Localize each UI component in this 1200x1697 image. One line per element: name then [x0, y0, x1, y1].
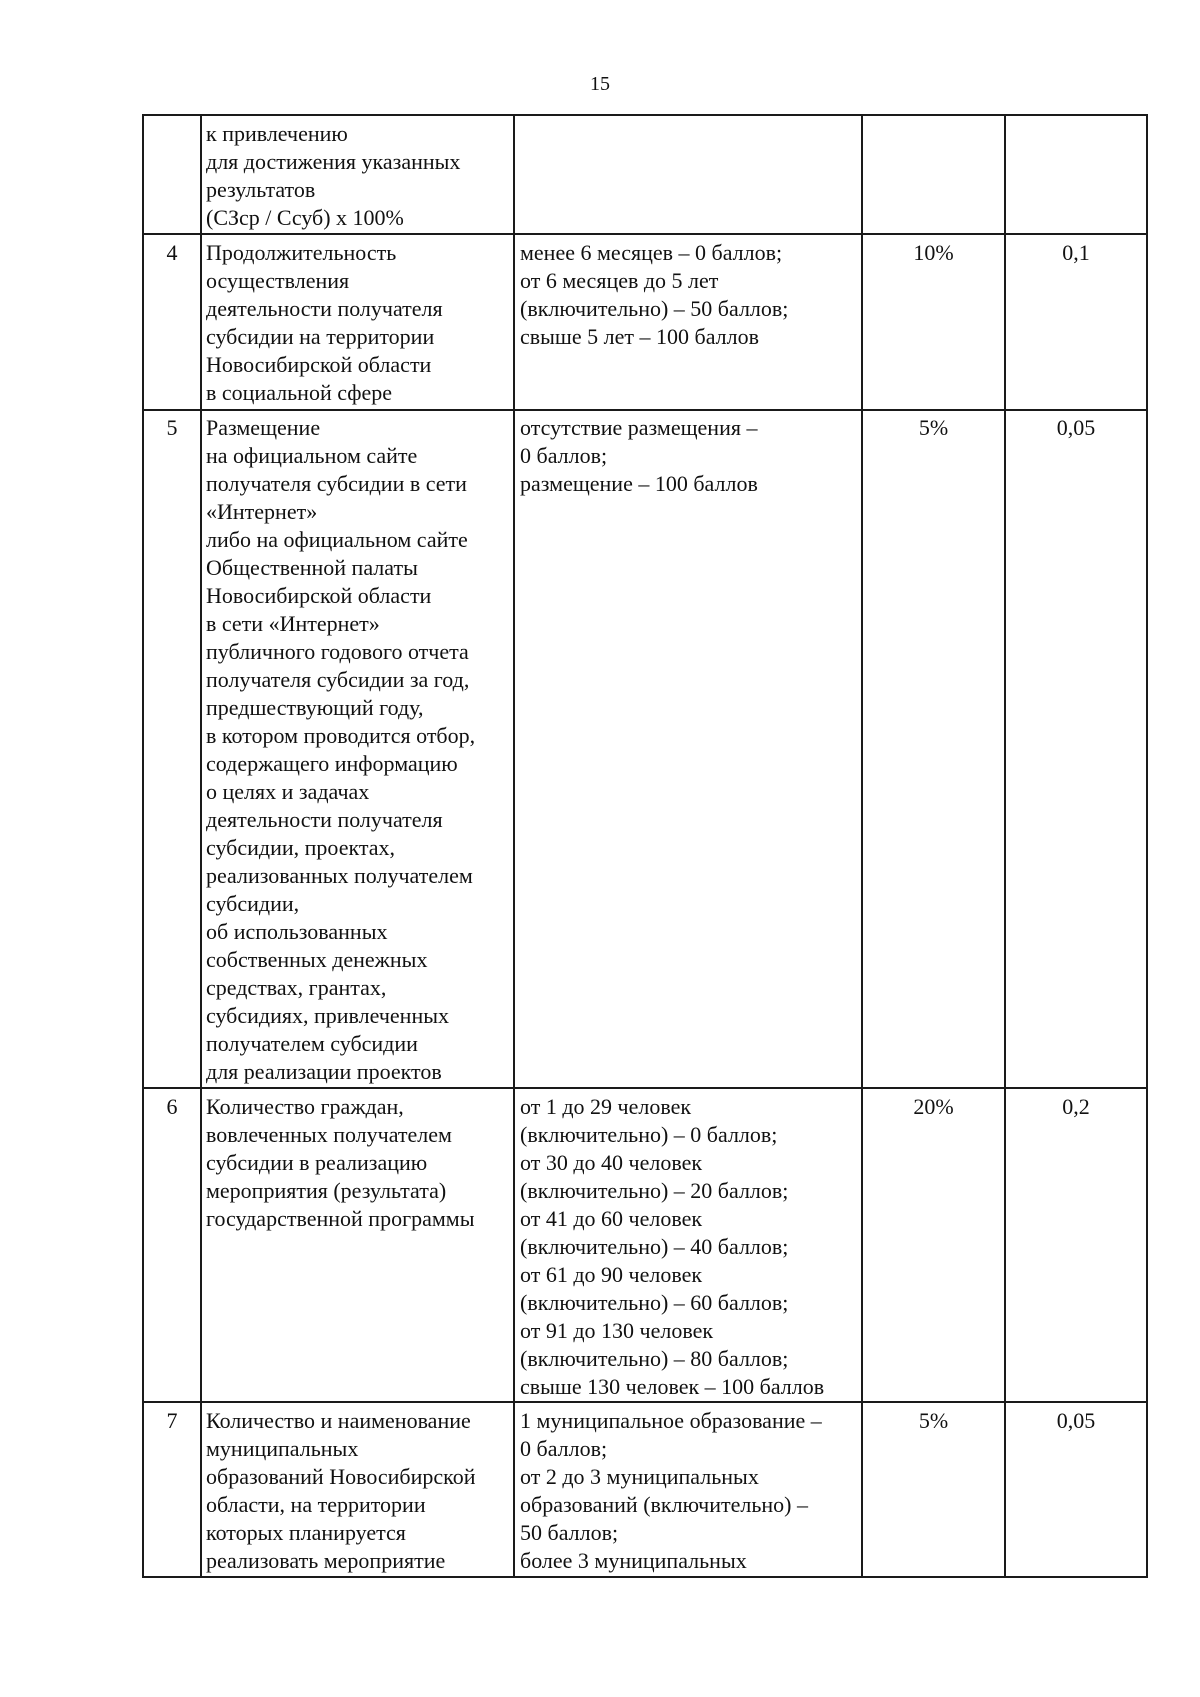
table-cell-row-6-number: 6 [166, 1094, 178, 1119]
table-cell-row-5-scale: отсутствие размещения – 0 баллов; размещение – 100 баллов [520, 415, 758, 496]
table-cell-row-5-number: 5 [166, 415, 178, 440]
table-cell-row-4-coefficient: 0,1 [1062, 240, 1090, 265]
table-cell-row-4-number: 4 [166, 240, 178, 265]
table-cell-criterion-continuation: к привлечению для достижения указанных результатов (СЗср / Ссуб) х 100% [206, 121, 461, 230]
table-rule-left [142, 114, 144, 1578]
table-cell-row-4-scale: менее 6 месяцев – 0 баллов; от 6 месяцев до 5 лет (включительно) – 50 баллов; свыше 5 лет – 100 баллов [520, 240, 789, 349]
table-rule-row-6 [142, 1087, 1148, 1089]
table-rule-col-criterion [200, 114, 202, 1578]
table-cell-row-6-scale: от 1 до 29 человек (включительно) – 0 баллов; от 30 до 40 человек (включительно) – 20 баллов; от 41 до 60 человек (включительно) – 40 баллов; от 61 до 90 человек (включительно) – 60 баллов; от 91 до 130 человек (включительно) – 80 баллов; свыше 130 человек – 100 баллов [520, 1094, 825, 1399]
table-rule-col-coef [1004, 114, 1006, 1578]
table-rule-bottom [142, 1576, 1148, 1578]
table-rule-row-5 [142, 409, 1148, 411]
table-cell-row-4-weight: 10% [913, 240, 954, 265]
page-number: 15 [590, 73, 610, 95]
table-rule-col-weight [861, 114, 863, 1578]
table-cell-row-6-weight: 20% [913, 1094, 954, 1119]
table-cell-row-5-weight: 5% [918, 415, 949, 440]
table-rule-col-scale [513, 114, 515, 1578]
table-cell-row-7-scale: 1 муниципальное образование – 0 баллов; от 2 до 3 муниципальных образований (включительно) – 50 баллов; более 3 муниципальных [520, 1408, 822, 1573]
table-rule-row-7 [142, 1401, 1148, 1403]
table-cell-row-7-weight: 5% [918, 1408, 949, 1433]
table-rule-top [142, 114, 1148, 116]
table-cell-row-6-criterion: Количество граждан, вовлеченных получателем субсидии в реализацию мероприятия (результата) государственной программы [206, 1094, 475, 1231]
table-cell-row-7-criterion: Количество и наименование муниципальных образований Новосибирской области, на территории которых планируется реализовать мероприятие [206, 1408, 476, 1573]
table-cell-row-7-coefficient: 0,05 [1056, 1408, 1096, 1433]
table-cell-row-7-number: 7 [166, 1408, 178, 1433]
table-cell-row-5-criterion: Размещение на официальном сайте получателя субсидии в сети «Интернет» либо на официальном сайте Общественной палаты Новосибирской области в сети «Интернет» публичного годового отчета получателя субсидии за год, предшествующий году, в котором проводится отбор, содержащего информацию о целях и задачах деятельности получателя субсидии, проектах, реализованных получателем субсидии, об использованных собственных денежных средствах, грантах, субсидиях, привлеченных получателем субсидии для реализации проектов [206, 415, 476, 1084]
table-rule-right [1146, 114, 1148, 1578]
table-rule-row-4 [142, 233, 1148, 235]
table-cell-row-6-coefficient: 0,2 [1062, 1094, 1090, 1119]
table-cell-row-5-coefficient: 0,05 [1056, 415, 1096, 440]
table-cell-row-4-criterion: Продолжительность осуществления деятельности получателя субсидии на территории Новосибирской области в социальной сфере [206, 240, 443, 405]
